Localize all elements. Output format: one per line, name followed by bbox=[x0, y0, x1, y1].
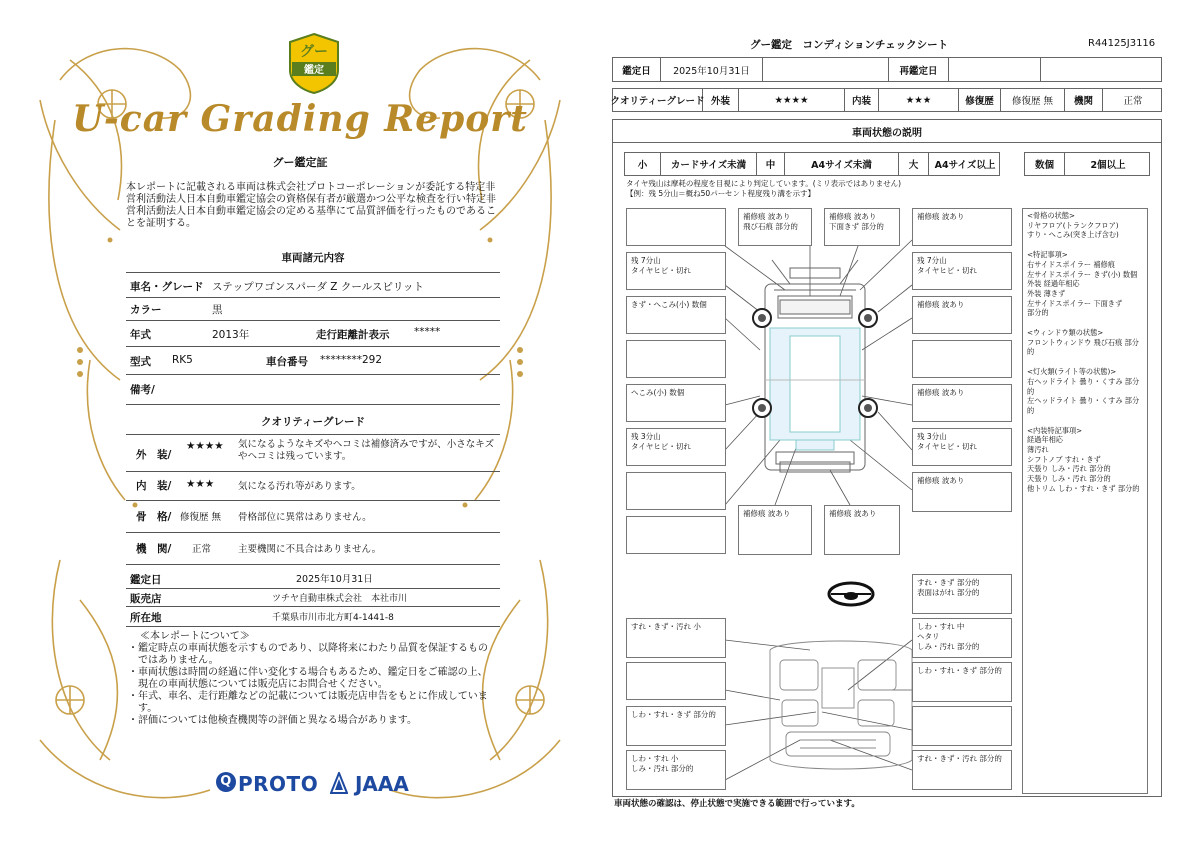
spec-row-year: 年式 2013年 走行距離計表示 ***** bbox=[126, 320, 500, 347]
interior-note-box: しわ・すれ・きず 部分的 bbox=[626, 706, 726, 746]
spec-row-name: 車名・グレード ステップワゴンスパーダ Z クールスピリット bbox=[126, 272, 500, 298]
proto-logo: Q PROTO bbox=[216, 772, 318, 796]
condition-check-sheet bbox=[600, 0, 1200, 848]
special-notes-box bbox=[1022, 208, 1148, 794]
exterior-note-box bbox=[626, 516, 726, 554]
tire-note-box: 残 3分山 タイヤヒビ・切れ bbox=[912, 428, 1012, 466]
tire-note: タイヤ残山は摩耗の程度を目視により判定しています。(ミリ表示ではありません) bbox=[626, 179, 902, 188]
spec-row-color: カラー 黒 bbox=[126, 296, 500, 321]
grade-row: クオリティーグレード 外装 ★★★★ 内装 ★★★ 修復歴 修復歴 無 機関 正常 bbox=[612, 88, 1162, 112]
interior-note-box: しわ・すれ 小 しみ・汚れ 部分的 bbox=[626, 750, 726, 790]
quality-row-exterior: 外 装/ ★★★★ 気になるようなキズやヘコミは補修済みですが、小さなキズやヘコミは残っています。 bbox=[126, 434, 500, 472]
size-legend: 小 カードサイズ未満 中 A4サイズ未満 大 A4サイズ以上 bbox=[624, 152, 1000, 176]
quality-row-interior: 内 装/ ★★★ 気になる汚れ等があります。 bbox=[126, 470, 500, 501]
condition-title: 車両状態の説明 bbox=[612, 119, 1162, 143]
exterior-note-box: 補修痕 波あり bbox=[912, 472, 1012, 512]
exterior-note-box: 補修痕 波あり bbox=[912, 384, 1012, 422]
exterior-note-box bbox=[626, 340, 726, 378]
exterior-note-box: 補修痕 波あり 下面きず 部分的 bbox=[824, 208, 900, 246]
svg-text:グー: グー bbox=[300, 44, 328, 60]
spec-row-remarks: 備考/ bbox=[126, 374, 500, 405]
interior-note-box bbox=[912, 706, 1012, 746]
goo-badge-logo bbox=[286, 32, 342, 94]
sheet-title: グー鑑定 コンディションチェックシート bbox=[750, 39, 949, 51]
note-item: ・年式、車名、走行距離などの記載については販売店申告をもとに作成しています。 bbox=[128, 691, 488, 714]
notes-group-interior: <内装特記事項> 経過年相応 薄汚れ シフトノブ すれ・きず 天張り しみ・汚れ 部分的 天張り しみ・汚れ 部分的 他トリム しわ・すれ・きず 部分的 bbox=[1027, 425, 1140, 493]
exterior-note-box: へこみ(小) 数個 bbox=[626, 384, 726, 422]
quality-row-engine: 機 関/ 正常 主要機関に不具合はありません。 bbox=[126, 532, 500, 565]
tire-note-box: 残 7分山 タイヤヒビ・切れ bbox=[626, 252, 726, 290]
tire-example: 【例：残 5分山＝概ね50パーセント程度残り溝を示す】 bbox=[626, 189, 816, 198]
header-date-row: 鑑定日 2025年10月31日 再鑑定日 bbox=[612, 57, 1162, 82]
info-row-date: 鑑定日 2025年10月31日 bbox=[126, 568, 500, 589]
sheet-footer: 車両状態の確認は、停止状態で実施できる範囲で行っています。 bbox=[614, 799, 860, 809]
interior-note-box: すれ・きず・汚れ 小 bbox=[626, 618, 726, 658]
exterior-note-box bbox=[626, 472, 726, 510]
tire-note-box: 残 7分山 タイヤヒビ・切れ bbox=[912, 252, 1012, 290]
interior-note-box bbox=[626, 662, 726, 700]
interior-note-box: すれ・きず 部分的 表面はがれ 部分的 bbox=[912, 574, 1012, 614]
info-row-address: 所在地 千葉県市川市北方町4-1441-8 bbox=[126, 606, 500, 627]
interior-note-box: しわ・すれ 中 ヘタリ しみ・汚れ 部分的 bbox=[912, 618, 1012, 658]
steering-wheel-icon bbox=[829, 583, 873, 605]
report-notes bbox=[126, 631, 496, 727]
spec-row-model: 型式 RK5 車台番号 ********292 bbox=[126, 346, 500, 375]
jaaa-mark-icon bbox=[330, 772, 348, 794]
exterior-note-box bbox=[912, 340, 1012, 378]
specs-title: 車両諸元内容 bbox=[281, 252, 345, 264]
report-script-title: U-car Grading Report bbox=[72, 98, 528, 140]
certificate-text: 本レポートに記載される車両は株式会社プロトコーポレーションが委託する特定非営利活動法人日本自動車鑑定協会の資格保有者が厳選かつ公平な検査を行い特定非営利活動法人日本自動車鑑定協会の定める基準にて品質評価を行ったものであることを証明する。 bbox=[126, 182, 496, 229]
svg-text:鑑定: 鑑定 bbox=[304, 65, 324, 76]
sheet-id: R44125J3116 bbox=[1088, 38, 1156, 49]
count-legend: 数個 2個以上 bbox=[1024, 152, 1150, 176]
notes-group-frame: <骨格の状態> リヤフロア(トランクフロア) すり・へこみ(突き上げ含む) bbox=[1027, 211, 1119, 240]
note-item: ・鑑定時点の車両状態を示すものであり、以降将来にわたり品質を保証するものではありません。 bbox=[128, 643, 488, 666]
note-item: ・評価については他検査機関等の評価と異なる場合があります。 bbox=[128, 715, 417, 726]
exterior-note-box: きず・へこみ(小) 数個 bbox=[626, 296, 726, 334]
exterior-note-box: 補修痕 波あり bbox=[912, 208, 1012, 246]
notes-group-windows: <ウィンドウ類の状態> フロントウィンドウ 飛び石痕 部分的 bbox=[1027, 328, 1139, 357]
quality-row-frame: 骨 格/ 修復歴 無 骨格部位に異常はありません。 bbox=[126, 500, 500, 533]
interior-note-box: しわ・すれ・きず 部分的 bbox=[912, 662, 1012, 702]
jaaa-logo: JAAA bbox=[330, 772, 409, 796]
exterior-note-box: 補修痕 波あり bbox=[824, 505, 900, 555]
exterior-note-box: 補修痕 波あり bbox=[912, 296, 1012, 334]
interior-note-box: すれ・きず・汚れ 部分的 bbox=[912, 750, 1012, 790]
tire-note-box: 残 3分山 タイヤヒビ・切れ bbox=[626, 428, 726, 466]
note-item: ・車両状態は時間の経過に伴い変化する場合もあるため、鑑定日をご確認の上、現在の車両状態については販売店にお問合せください。 bbox=[128, 667, 488, 690]
quality-title: クオリティーグレード bbox=[261, 416, 365, 428]
notes-group-lights: <灯火類(ライト等の状態)> 右ヘッドライト 曇り・くすみ 部分的 左ヘッドライト 曇り・くすみ 部分的 bbox=[1027, 367, 1140, 415]
exterior-note-box bbox=[626, 208, 726, 246]
exterior-note-box: 補修痕 波あり bbox=[738, 505, 812, 555]
certificate-title: グー鑑定証 bbox=[272, 156, 328, 169]
notes-group-special: <特記事項> 右サイドスポイラー 補修痕 左サイドスポイラー きず(小) 数個 外装 経過年相応 外装 薄きず 左サイドスポイラー 下面きず 部分的 bbox=[1027, 250, 1138, 318]
notes-heading: ≪本レポートについて≫ bbox=[140, 631, 250, 642]
exterior-note-box: 補修痕 波あり 飛び石痕 部分的 bbox=[738, 208, 812, 246]
info-row-dealer: 販売店 ツチヤ自動車株式会社 本社市川 bbox=[126, 588, 500, 607]
